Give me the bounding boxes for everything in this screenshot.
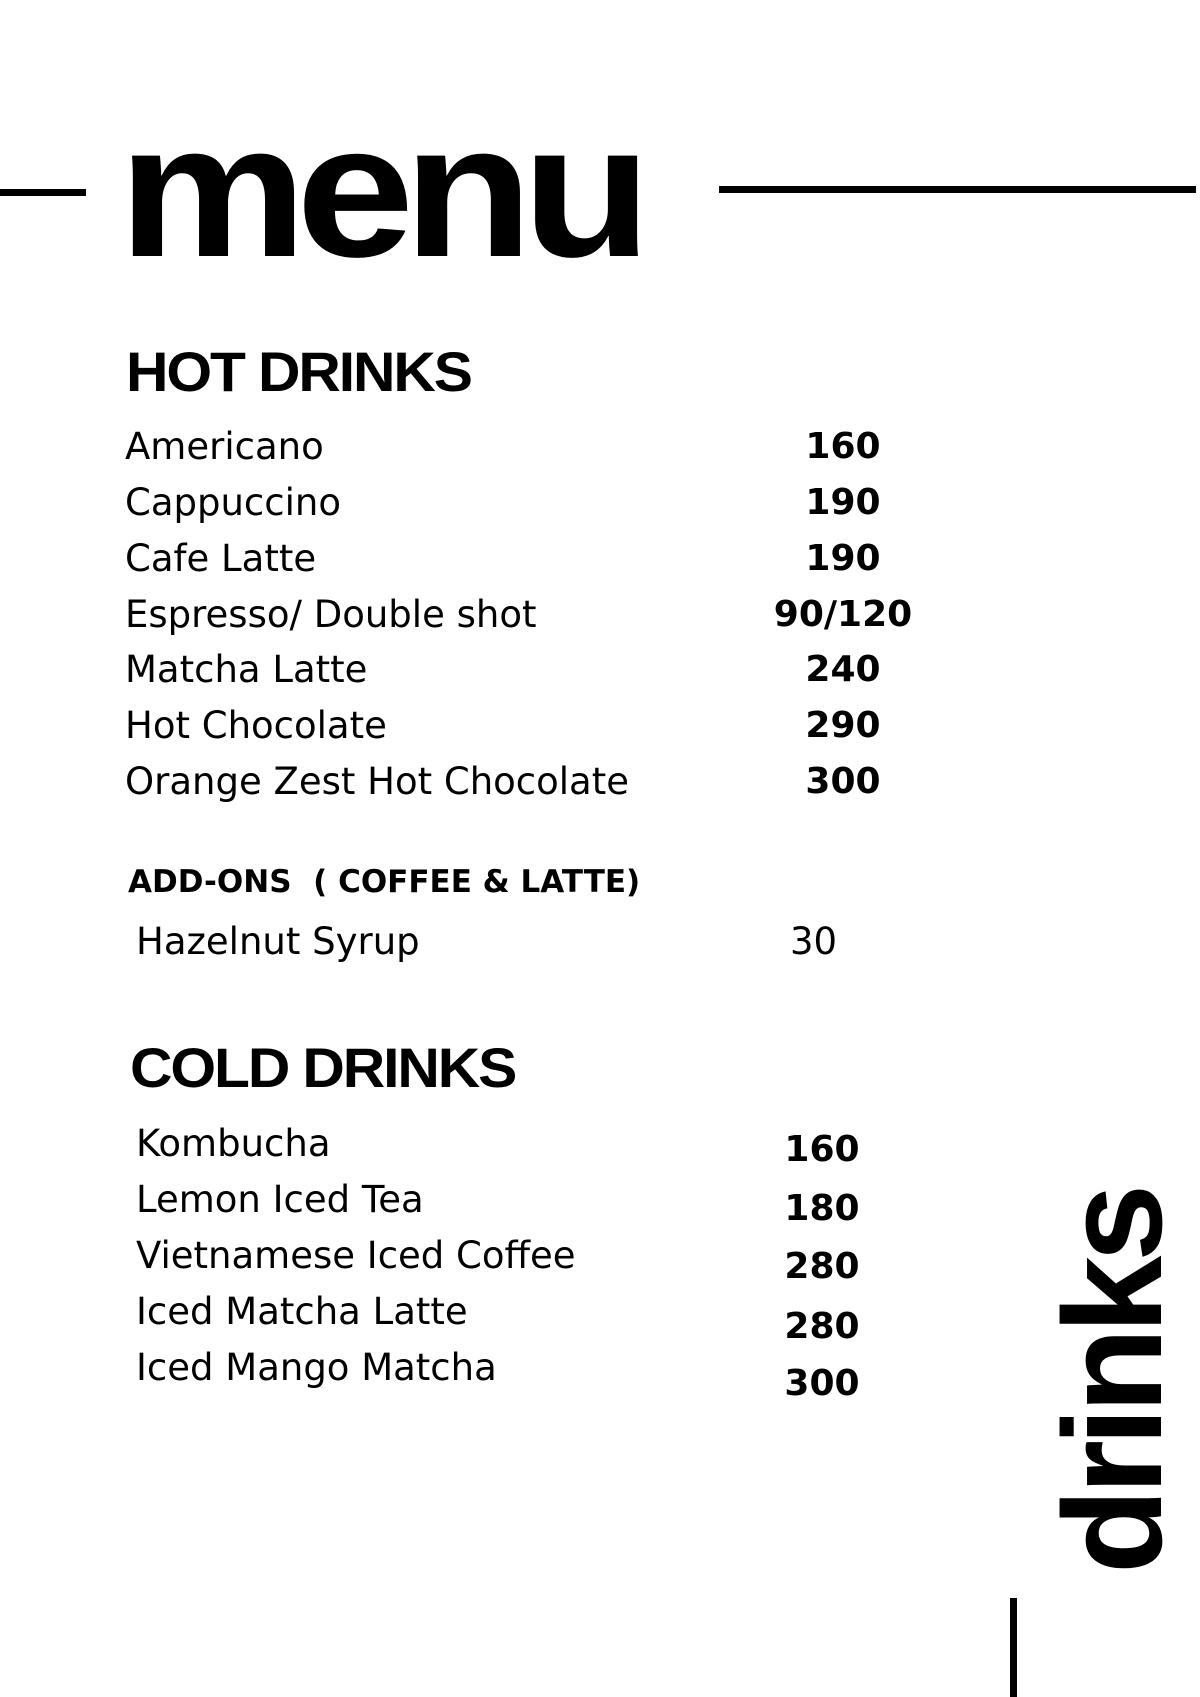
menu-item: Cafe Latte [125,537,317,580]
cold-drinks-heading: COLD DRINKS [130,1036,516,1099]
add-on-price: 30 [790,920,838,963]
menu-price: 300 [805,761,881,802]
hot-drinks-heading: HOT DRINKS [126,340,471,403]
left-rule [0,189,86,196]
add-ons-heading: ADD-ONS ( COFFEE & LATTE) [128,864,641,900]
menu-price: 290 [805,705,881,746]
menu-price: 280 [784,1306,860,1347]
vertical-rule [1010,1598,1017,1697]
menu-price: 300 [784,1363,860,1404]
menu-price: 160 [784,1129,860,1170]
menu-item: Lemon Iced Tea [136,1178,424,1221]
menu-item: Cappuccino [125,481,341,524]
right-rule [719,186,1196,193]
add-on-item: Hazelnut Syrup [136,920,420,963]
drinks-side-label [1034,778,1191,1574]
menu-item: Americano [125,425,324,468]
menu-price: 180 [784,1188,860,1229]
menu-item: Orange Zest Hot Chocolate [125,760,629,803]
menu-item: Iced Matcha Latte [136,1290,468,1333]
menu-price: 190 [805,482,881,523]
menu-item: Iced Mango Matcha [136,1346,497,1389]
drinks-side-label-text: drinks [1034,1189,1191,1574]
menu-item: Hot Chocolate [125,704,387,747]
menu-price: 160 [805,426,881,467]
menu-item: Kombucha [136,1122,331,1165]
menu-title: menu [118,85,641,297]
menu-item: Matcha Latte [125,648,368,691]
menu-price: 280 [784,1246,860,1287]
menu-item: Espresso/ Double shot [125,593,537,636]
menu-item: Vietnamese Iced Coffee [136,1234,576,1277]
menu-price: 190 [805,538,881,579]
menu-price: 90/120 [773,594,913,635]
menu-price: 240 [805,649,881,690]
